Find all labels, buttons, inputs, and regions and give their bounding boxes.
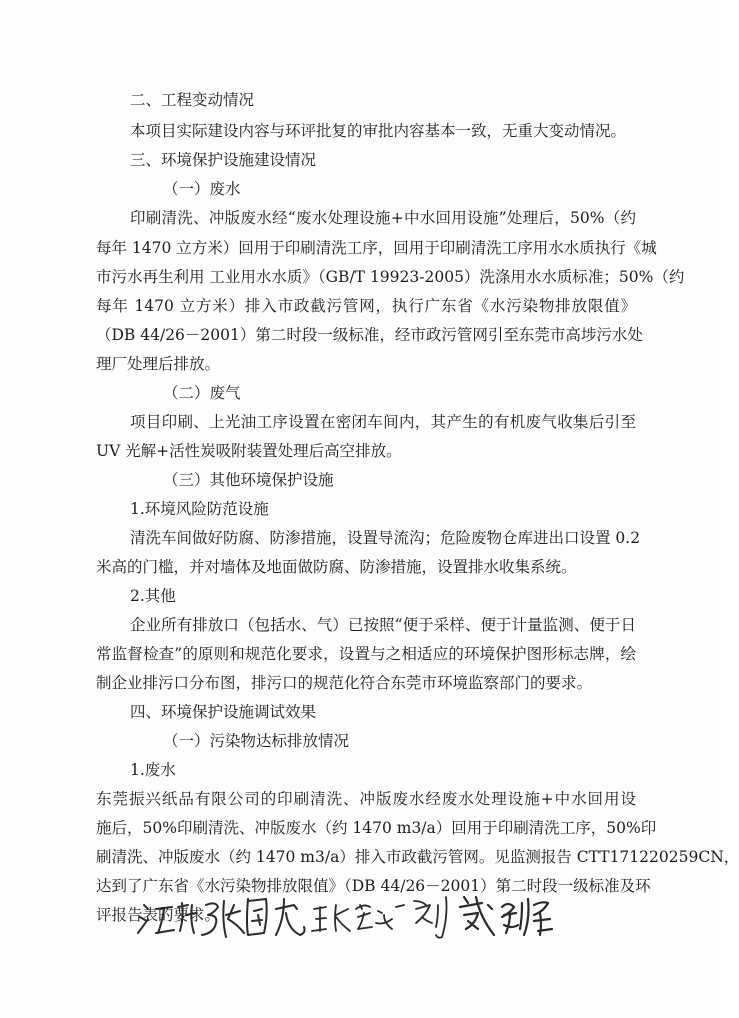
- paragraph-line: （DB 44/26－2001）第二时段一级标准，经市政污管网引至东莞市高埗污水处: [96, 326, 643, 344]
- paragraph-line: 印刷清洗、冲版废水经“废水处理设施+中水回用设施”处理后，50%（约: [130, 209, 636, 227]
- paragraph-line: 米高的门槛，并对墙体及地面做防腐、防渗措施，设置排水收集系统。: [96, 558, 577, 576]
- paragraph-line: 每年 1470 立方米）回用于印刷清洗工序，回用于印刷清洗工序用水水质执行《城: [96, 239, 657, 257]
- paragraph-line: 常监督检查”的原则和规范化要求，设置与之相适应的环境保护图形标志牌，绘: [96, 645, 636, 663]
- subheading-wastewater: （一）废水: [163, 180, 241, 198]
- subheading-pollutant-discharge: （一）污染物达标排放情况: [163, 732, 350, 750]
- paragraph-line: UV 光解+活性炭吸附装置处理后高空排放。: [96, 442, 402, 460]
- paragraph-line: 清洗车间做好防腐、防渗措施，设置导流沟；危险废物仓库进出口设置 0.2: [130, 529, 641, 547]
- paragraph-line: 每年 1470 立方米）排入市政截污管网，执行广东省《水污染物排放限值》: [96, 297, 636, 315]
- paragraph-line: 市污水再生利用 工业用水水质》（GB/T 19923-2005）洗涤用水水质标准；50%（约: [96, 268, 685, 286]
- paragraph-line: 本项目实际建设内容与环评批复的审批内容基本一致，无重大变动情况。: [130, 122, 627, 140]
- paragraph-line: 项目印刷、上光油工序设置在密闭车间内，其产生的有机废气收集后引至: [130, 413, 636, 431]
- paragraph-line: 评报告表的要求。: [96, 906, 221, 924]
- subheading-risk-prevention: 1.环境风险防范设施: [130, 500, 269, 518]
- subheading-other-facilities: （三）其他环境保护设施: [163, 471, 334, 489]
- paragraph-line: 东莞振兴纸品有限公司的印刷清洗、冲版废水经废水处理设施+中水回用设: [96, 790, 636, 808]
- subheading-waste-gas: （二）废气: [163, 384, 241, 402]
- paragraph-line: 制企业排污口分布图，排污口的规范化符合东莞市环境监察部门的要求。: [96, 674, 593, 692]
- paragraph-line: 达到了广东省《水污染物排放限值》（DB 44/26－2001）第二时段一级标准及环: [96, 877, 651, 895]
- heading-project-changes: 二、工程变动情况: [130, 91, 255, 109]
- handwritten-signatures: [130, 875, 560, 945]
- paragraph-line: 刷清洗、冲版废水（约 1470 m3/a）排入市政截污管网。见监测报告 CTT171220259CN，: [96, 848, 739, 866]
- paragraph-line: 理厂处理后排放。: [96, 355, 221, 373]
- heading-commissioning-results: 四、环境保护设施调试效果: [130, 703, 317, 721]
- subheading-other: 2.其他: [130, 587, 176, 605]
- heading-env-facilities: 三、环境保护设施建设情况: [130, 151, 317, 169]
- paragraph-line: 企业所有排放口（包括水、气）已按照“便于采样、便于计量监测、便于日: [130, 616, 636, 634]
- subheading-wastewater-2: 1.废水: [130, 761, 176, 779]
- paragraph-line: 施后，50%印刷清洗、冲版废水（约 1470 m3/a）回用于印刷清洗工序，50%印: [96, 819, 657, 837]
